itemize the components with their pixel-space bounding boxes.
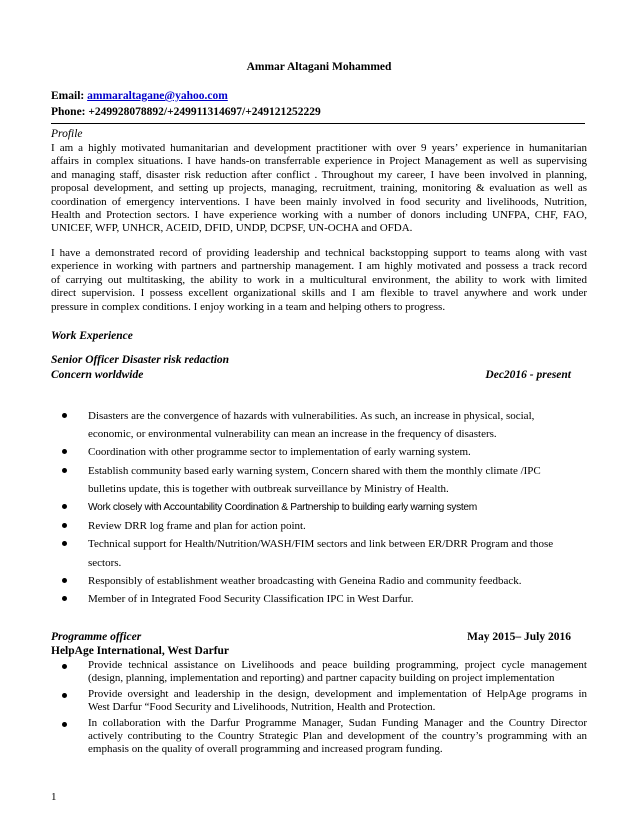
profile-p2-line: experience in working with partners and partnership management. I am highly motivated and possess a track record — [51, 260, 587, 273]
profile-p1-line: I am a highly motivated humanitarian and development practitioner with over 9 years’ experience in humanitarian — [51, 142, 587, 154]
bullet-line: Member of in Integrated Food Security Classification IPC in West Darfur. — [88, 593, 414, 606]
profile-p1-line: proposal development, and setting up projects, managing, recruitment, training, monitoring & evaluation as well as — [51, 182, 587, 195]
bullet-line: Work closely with Accountability Coordination & Partnership to building early warning system — [88, 502, 477, 514]
bullet-line: Provide oversight and leadership in the design, development and implementation of HelpAge programs in — [88, 687, 587, 700]
job2-role: Programme officer — [51, 631, 142, 643]
job2-role-row — [51, 631, 587, 643]
work-experience-heading: Work Experience — [51, 330, 133, 342]
list-item — [51, 443, 571, 461]
job1-org-row — [51, 369, 571, 381]
profile-heading: Profile — [51, 128, 83, 140]
bullet-text — [88, 717, 587, 757]
bullet-line: West Darfur “Food Security and Livelihoods, Nutrition, Health and Protection. — [88, 701, 436, 714]
bullet-icon — [62, 693, 67, 698]
profile-p1-line: and managing staff, disaster risk reduction after conflict . Throughout my career, I have been involved in planning, — [51, 168, 587, 181]
list-item — [51, 498, 571, 517]
bullet-icon — [62, 578, 67, 583]
job1-dates: Dec2016 - present — [485, 369, 571, 381]
header-divider — [51, 123, 585, 124]
bullet-line: Review DRR log frame and plan for action point. — [88, 520, 306, 533]
job2-dates: May 2015– July 2016 — [467, 631, 571, 643]
list-item — [51, 688, 587, 715]
bullet-icon — [62, 413, 67, 418]
phone-line — [51, 106, 321, 118]
bullet-icon — [62, 722, 67, 727]
candidate-name: Ammar Altagani Mohammed — [246, 61, 392, 73]
bullet-icon — [62, 541, 67, 546]
bullet-line: bulletins update, this is together with outbreak surveillance by Ministry of Health. — [88, 482, 449, 495]
bullet-line: sectors. — [88, 556, 122, 569]
list-item — [51, 717, 587, 757]
list-item — [51, 407, 571, 443]
job2-bullets — [51, 659, 587, 759]
bullet-icon — [62, 596, 67, 601]
email-label: Email: — [51, 90, 88, 102]
job1-bullets — [51, 407, 571, 608]
bullet-line: Disasters are the convergence of hazards with vulnerabilities. As such, an increase in physical, social, — [88, 410, 535, 422]
bullet-line: emphasis on the quality of overall programming and increased program funding. — [88, 743, 443, 756]
profile-p2-line: of carrying out multitasking, the ability to work in a multicultural environment, the ability to work with limited — [51, 273, 587, 286]
list-item — [51, 535, 571, 571]
job1-role: Senior Officer Disaster risk redaction — [51, 354, 230, 366]
phone-label: Phone: — [51, 106, 89, 118]
profile-p2-line: I have a demonstrated record of providing leadership and technical backstopping support to teams along with vast — [51, 247, 587, 259]
bullet-line: Provide technical assistance on Livelihoods and peace building programming, project cycle management — [88, 659, 587, 671]
bullet-icon — [62, 664, 67, 669]
bullet-icon — [62, 449, 67, 454]
bullet-icon — [62, 468, 67, 473]
bullet-text — [88, 659, 587, 686]
bullet-line: Technical support for Health/Nutrition/WASH/FIM sectors and link between ER/DRR Program and those — [88, 538, 554, 551]
bullet-icon — [62, 523, 67, 528]
list-item — [51, 462, 571, 498]
list-item — [51, 572, 571, 590]
bullet-line: Coordination with other programme sector to implementation of early warning system. — [88, 446, 471, 459]
profile-p1-line: affairs in complex situations. I have hands-on transferrable experience in Project Management as well as supervising — [51, 155, 587, 168]
list-item — [51, 659, 587, 686]
page-number: 1 — [51, 791, 57, 803]
email-line — [51, 90, 228, 102]
profile-p2-line: pressure in complex conditions. I enjoy working in a team and helping others to progress. — [51, 300, 446, 313]
job2-org: HelpAge International, West Darfur — [51, 645, 230, 657]
bullet-line: Responsibly of establishment weather broadcasting with Geneina Radio and community feedback. — [88, 574, 522, 587]
list-item — [51, 517, 571, 535]
job1-org: Concern worldwide — [51, 369, 144, 381]
bullet-icon — [62, 504, 67, 509]
email-link[interactable]: ammaraltagane@yahoo.com — [87, 90, 228, 102]
bullet-line: economic, or environmental vulnerability can mean an increase in the frequency of disasters. — [88, 428, 497, 441]
profile-p1-line: coordination of emergency interventions. I have been mainly involved in food security and livelihoods, Nutrition, — [51, 195, 587, 208]
profile-p1-line: Health and Protection sectors. I have experience working with a number of donors including UNFPA, CHF, FAO, — [51, 209, 587, 222]
bullet-line: In collaboration with the Darfur Programme Manager, Sudan Funding Manager and the Country Director — [88, 716, 587, 729]
phone-value: +249928078892/+249911314697/+249121252229 — [88, 106, 321, 118]
bullet-line: actively contributing to the Country Strategic Plan and development of the country’s programming with an — [88, 730, 587, 743]
bullet-text — [88, 688, 587, 715]
profile-p1-line: UNICEF, WFP, UNHCR, ACEID, DFID, UNDP, DCPSF, UN-OCHA and OFDA. — [51, 222, 413, 235]
bullet-line: (design, planning, implementation and reporting) and partner capacity building on project implementation — [88, 672, 555, 685]
list-item — [51, 590, 571, 608]
profile-paragraph-1 — [51, 142, 587, 236]
bullet-line: Establish community based early warning system, Concern shared with them the monthly climate /IPC — [88, 464, 541, 477]
profile-p2-line: direct supervision. I possess excellent organizational skills and I am flexible to travel anywhere and work under — [51, 287, 587, 300]
profile-paragraph-2 — [51, 247, 587, 314]
